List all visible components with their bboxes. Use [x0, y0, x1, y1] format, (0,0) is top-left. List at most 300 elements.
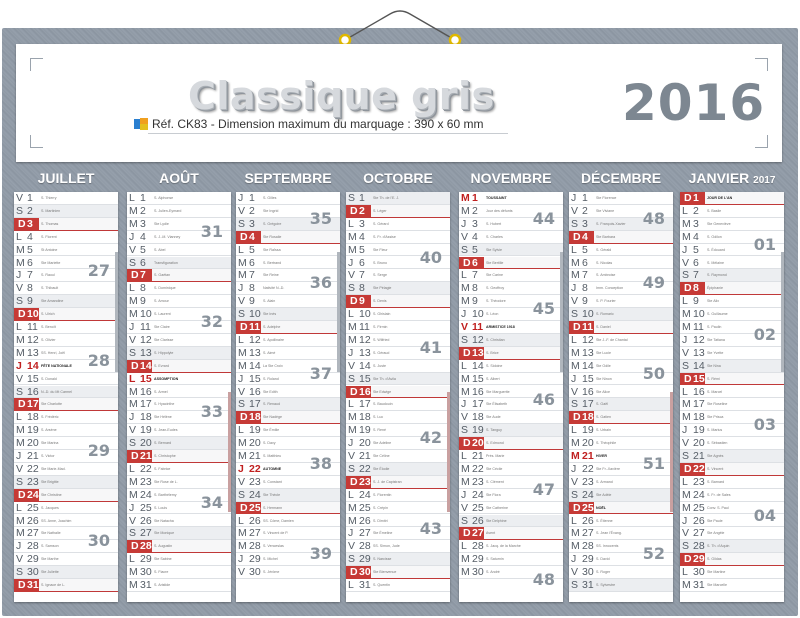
day-number	[682, 334, 704, 347]
saint-name: S. Amour	[154, 299, 169, 304]
day-number	[571, 347, 593, 360]
day-row	[459, 437, 563, 450]
weekday-letter: L	[461, 540, 467, 553]
day-number	[346, 476, 371, 489]
date-number: 15	[693, 372, 705, 385]
month-name: JANVIER	[688, 170, 750, 186]
week-number: 48	[642, 208, 665, 228]
weekday-letter: V	[16, 462, 24, 475]
day-number	[571, 489, 593, 502]
saint-name: S. Fabrice	[154, 466, 171, 471]
date-number: 26	[27, 514, 39, 527]
date-number: 10	[249, 308, 261, 321]
day-row	[346, 321, 450, 334]
date-number: 29	[472, 553, 484, 566]
saint-name: S. Arsène	[41, 428, 57, 433]
weekday-letter: M	[571, 450, 580, 462]
date-number: 11	[140, 321, 151, 333]
day-row	[236, 515, 340, 528]
saint-name: S. Paulin	[707, 325, 722, 329]
date-number: 12	[693, 333, 705, 346]
date-number: 25	[472, 501, 484, 514]
saint-name: ASSOMPTION	[154, 376, 179, 381]
saint-name: S. Dominique	[154, 286, 176, 291]
day-number	[129, 308, 151, 321]
date-number: 22	[582, 462, 594, 475]
day-number	[571, 334, 593, 347]
month-year: 2017	[753, 175, 776, 186]
month-name: JUILLET	[37, 170, 95, 186]
day-number	[16, 411, 38, 424]
date-number: 6	[359, 256, 365, 269]
weekday-letter: V	[461, 501, 469, 514]
day-number	[682, 347, 704, 360]
date-number: 27	[472, 527, 484, 540]
weekday-letter: V	[461, 321, 469, 333]
month-column	[127, 192, 231, 602]
day-row	[569, 192, 673, 205]
date-number: 16	[27, 385, 39, 398]
date-number: 20	[140, 437, 152, 450]
day-row	[14, 502, 118, 515]
saint-name: S. Bertrand	[263, 260, 282, 265]
date-number: 1	[693, 192, 699, 204]
saint-name: Ste Marina	[41, 441, 59, 446]
saint-name: S. Thibault	[41, 286, 59, 291]
day-number	[129, 295, 151, 308]
day-row	[346, 192, 450, 205]
saint-name: S. Olivier	[41, 337, 56, 342]
date-number: 17	[27, 398, 39, 411]
weekday-letter: M	[461, 462, 470, 475]
date-number: 16	[472, 385, 484, 398]
date-number: 1	[140, 192, 146, 204]
day-row	[459, 192, 563, 205]
day-number	[571, 527, 593, 540]
weekday-letter: S	[16, 566, 24, 579]
date-number: 3	[249, 217, 255, 230]
date-number: 24	[27, 488, 39, 501]
saint-name: Ste Émeline	[373, 531, 393, 536]
day-number	[238, 257, 260, 270]
date-number: 2	[27, 204, 33, 217]
date-number: 18	[140, 411, 152, 424]
date-number: 20	[27, 437, 39, 450]
week-number: 50	[642, 363, 665, 383]
day-row	[459, 321, 563, 334]
weekday-letter: L	[16, 411, 22, 424]
date-number: 23	[359, 475, 371, 488]
date-number: 20	[582, 437, 594, 450]
day-number	[682, 321, 704, 334]
weekday-letter: J	[571, 462, 577, 475]
day-row	[680, 386, 784, 399]
weekday-letter: S	[571, 308, 579, 321]
date-number: 16	[249, 385, 261, 398]
day-row	[680, 218, 784, 231]
date-number: 28	[249, 540, 261, 553]
weekday-letter: S	[348, 282, 356, 295]
saint-name: S. Serge	[373, 273, 387, 278]
saint-name: NOËL	[596, 505, 606, 510]
weekday-letter: S	[461, 333, 469, 346]
date-number: 11	[359, 321, 370, 333]
day-row	[236, 566, 340, 579]
month-title	[569, 170, 673, 188]
saint-name: S. Adelphe	[263, 325, 281, 329]
week-number: 37	[309, 363, 332, 383]
date-number: 22	[693, 462, 705, 475]
day-number	[346, 386, 371, 399]
day-number	[129, 553, 151, 566]
day-number	[16, 205, 38, 218]
weekday-letter: S	[238, 488, 246, 501]
day-row	[346, 386, 450, 399]
week-number: 29	[87, 441, 110, 461]
day-row	[346, 205, 450, 218]
saint-name: S. Raymond	[707, 273, 727, 278]
weekday-letter: V	[238, 566, 246, 579]
day-row	[459, 244, 563, 257]
day-row	[236, 347, 340, 360]
saint-name: S. Abel	[154, 247, 166, 252]
day-number	[682, 218, 704, 231]
weekday-letter: L	[238, 514, 244, 527]
day-row	[346, 476, 450, 489]
weekday-letter: M	[16, 256, 25, 269]
day-number	[348, 540, 370, 553]
date-number: 9	[140, 295, 146, 308]
saint-name: Ste Juliette	[41, 570, 59, 575]
day-number	[571, 566, 593, 579]
saint-name: S. Victor	[41, 454, 55, 458]
month-title	[459, 170, 563, 188]
date-number: 29	[249, 553, 261, 566]
weekday-letter: J	[348, 256, 354, 269]
saint-name: Ste Lydie	[154, 221, 169, 226]
day-number	[569, 502, 594, 515]
day-row	[346, 218, 450, 231]
saint-name: S. Armand	[596, 479, 613, 484]
saint-name: S. Daniel	[596, 325, 611, 329]
saint-name: Ste Claire	[154, 325, 170, 329]
day-row	[569, 347, 673, 360]
month-name: NOVEMBRE	[470, 170, 552, 186]
date-number: 3	[582, 217, 588, 230]
week-number: 49	[642, 273, 665, 293]
saint-name: S. Fiacre	[154, 570, 169, 575]
date-number: 29	[693, 553, 705, 566]
side-marker	[560, 252, 563, 372]
date-number: 15	[472, 372, 484, 385]
day-number	[238, 540, 260, 553]
weekday-letter: M	[571, 540, 580, 553]
date-number: 20	[472, 437, 484, 450]
saint-name: S. Thomas	[41, 221, 59, 226]
day-number	[348, 437, 370, 450]
weekday-letter: D	[240, 411, 248, 424]
date-number: 18	[27, 411, 39, 424]
weekday-letter: L	[16, 501, 22, 514]
saint-name: Ste Natacha	[154, 518, 174, 523]
date-number: 19	[140, 424, 152, 437]
weekday-letter: M	[238, 256, 247, 269]
date-number: 12	[472, 333, 484, 346]
saint-name: S. Marius	[707, 428, 723, 433]
week-number: 42	[419, 428, 442, 448]
day-row	[569, 386, 673, 399]
day-row	[127, 579, 231, 592]
date-number: 8	[27, 282, 33, 295]
day-number	[571, 553, 593, 566]
saint-name: S. Florent	[41, 234, 57, 239]
weekday-letter: L	[571, 333, 577, 346]
saint-name: Ste Christine	[41, 492, 62, 497]
side-marker	[670, 392, 673, 512]
day-row	[14, 386, 118, 399]
day-row	[14, 321, 118, 334]
month-name: AOÛT	[159, 170, 199, 186]
date-number: 22	[140, 462, 152, 475]
saint-name: S. Rémi	[707, 376, 720, 381]
day-row	[459, 411, 563, 424]
weekday-letter: V	[348, 540, 356, 553]
date-number: 10	[472, 308, 484, 321]
date-number: 11	[472, 321, 484, 333]
weekday-letter: J	[348, 437, 354, 450]
day-row	[236, 334, 340, 347]
weekday-letter: V	[571, 475, 579, 488]
date-number: 26	[140, 514, 152, 527]
weekday-letter: S	[348, 192, 356, 204]
day-row	[236, 424, 340, 437]
date-number: 9	[27, 295, 33, 308]
date-number: 2	[359, 204, 365, 217]
day-number	[348, 373, 370, 386]
day-number	[682, 540, 704, 553]
day-number	[238, 386, 260, 399]
saint-name: SS. Côme, Damien	[263, 518, 294, 523]
day-number	[16, 386, 38, 399]
day-row	[346, 282, 450, 295]
weekday-letter: L	[129, 372, 136, 385]
saint-name: S. Gaétan	[154, 273, 171, 278]
date-number: 6	[693, 256, 699, 269]
day-row	[236, 231, 340, 244]
day-row	[236, 257, 340, 270]
weekday-letter: L	[238, 243, 244, 256]
weekday-letter: J	[238, 372, 244, 385]
month-title	[127, 170, 231, 188]
saint-name: S. Sylvestre	[596, 583, 616, 587]
month-name: SEPTEMBRE	[244, 170, 332, 186]
date-number: 11	[693, 321, 704, 333]
day-number	[238, 398, 260, 411]
day-row	[680, 295, 784, 308]
saint-name: S. Gilles	[263, 196, 277, 200]
day-row	[127, 566, 231, 579]
day-row	[236, 502, 340, 515]
saint-name: S. Fr. d'Assise	[373, 234, 396, 239]
saint-name: Ste Paule	[707, 518, 723, 523]
saint-name: SS. Innocents	[596, 544, 619, 549]
date-number: 27	[140, 527, 152, 540]
saint-name: Ste Aude	[486, 415, 501, 420]
saint-name: S. Juste	[373, 363, 386, 368]
day-row	[346, 398, 450, 411]
day-number	[571, 463, 593, 476]
saint-name: Prés. Marie	[486, 454, 505, 458]
saint-name: S. Léger	[373, 208, 387, 213]
weekday-letter: L	[348, 398, 354, 411]
day-number	[461, 231, 483, 244]
date-number: 17	[140, 398, 152, 411]
weekday-letter: M	[461, 192, 470, 204]
saint-name: TOUSSAINT	[486, 196, 507, 200]
date-number: 24	[359, 488, 371, 501]
saint-name: S. J. de Capistran	[373, 479, 402, 484]
day-row	[459, 527, 563, 540]
day-row	[569, 231, 673, 244]
saint-name: S. Crépin	[373, 505, 388, 510]
day-number	[682, 244, 704, 257]
day-row	[346, 231, 450, 244]
day-number	[461, 566, 483, 579]
day-number	[682, 295, 704, 308]
day-number	[461, 489, 483, 502]
date-number: 27	[359, 527, 371, 540]
saint-name: S. Gérald	[596, 247, 612, 252]
day-number	[129, 231, 151, 244]
day-row	[569, 527, 673, 540]
day-row	[346, 373, 450, 386]
weekday-letter: J	[348, 346, 354, 359]
date-number: 17	[359, 398, 371, 411]
date-number: 16	[582, 385, 594, 398]
day-row	[459, 450, 563, 463]
weekday-letter: D	[573, 230, 581, 243]
weekday-letter: D	[463, 256, 471, 269]
day-number	[348, 450, 370, 463]
date-number: 14	[249, 359, 261, 372]
weekday-letter: D	[18, 488, 26, 501]
date-number: 16	[140, 385, 152, 398]
weekday-letter: J	[461, 398, 467, 411]
saint-name: Ste Flora	[486, 492, 501, 497]
saint-name: S. Hippolyte	[154, 350, 174, 355]
weekday-letter: D	[350, 204, 358, 217]
day-row	[680, 437, 784, 450]
saint-name: S. David	[596, 557, 610, 562]
date-number: 21	[582, 450, 594, 462]
day-number	[461, 218, 483, 231]
date-number: 7	[359, 269, 365, 282]
date-number: 16	[693, 385, 705, 398]
weekday-letter: L	[571, 514, 577, 527]
date-number: 24	[140, 488, 152, 501]
day-row	[346, 566, 450, 579]
day-number	[571, 192, 593, 205]
saint-name: SS. Anne, Joachim	[41, 518, 72, 523]
date-number: 5	[693, 243, 699, 256]
day-row	[236, 308, 340, 321]
day-number	[348, 269, 370, 282]
day-row	[459, 231, 563, 244]
saint-name: S. Urbain	[596, 428, 611, 433]
date-number: 8	[693, 282, 699, 295]
date-number: 4	[582, 230, 588, 243]
weekday-letter: L	[348, 217, 354, 230]
date-number: 30	[472, 566, 484, 579]
weekday-letter: M	[682, 411, 691, 424]
weekday-letter: S	[682, 540, 690, 553]
date-number: 30	[582, 566, 594, 579]
date-number: 23	[27, 475, 39, 488]
date-number: 15	[249, 372, 261, 385]
day-number	[238, 282, 260, 295]
day-number	[682, 269, 704, 282]
saint-name: Ste Brigitte	[41, 479, 59, 484]
day-row	[459, 502, 563, 515]
saint-name: S. Charles	[486, 234, 503, 239]
day-number	[348, 257, 370, 270]
weekday-letter: J	[238, 553, 244, 566]
day-row	[127, 476, 231, 489]
saint-name: S. Jérôme	[263, 570, 280, 575]
saint-name: S. Vincent de P.	[263, 531, 289, 536]
saint-name: S. Aristide	[154, 583, 171, 587]
day-number	[682, 360, 704, 373]
saint-name: Ste Sylvie	[486, 247, 502, 252]
day-number	[16, 437, 38, 450]
day-number	[16, 321, 38, 334]
date-number: 22	[472, 462, 484, 475]
day-number	[238, 527, 260, 540]
date-number: 28	[472, 540, 484, 553]
date-number: 7	[140, 269, 146, 282]
day-number	[571, 373, 593, 386]
weekday-letter: M	[348, 514, 357, 527]
saint-name: Ste Mariette	[41, 260, 61, 265]
weekday-letter: D	[573, 411, 581, 424]
day-row	[680, 579, 784, 592]
saint-name: S. Ignace de L.	[41, 583, 66, 587]
weekday-letter: M	[682, 230, 691, 243]
day-number	[16, 269, 38, 282]
weekday-letter: M	[348, 243, 357, 256]
day-number	[129, 489, 151, 502]
date-number: 11	[582, 321, 594, 333]
day-number	[14, 308, 39, 321]
weekday-letter: J	[238, 462, 244, 475]
day-number	[16, 373, 38, 386]
day-number	[680, 192, 705, 205]
day-number	[127, 360, 152, 373]
day-number	[238, 489, 260, 502]
weekday-letter: M	[129, 475, 138, 488]
weekday-letter: V	[682, 256, 690, 269]
saint-name: Ste Odile	[596, 363, 611, 368]
weekday-letter: V	[348, 450, 356, 462]
saint-name: S. Clément	[486, 479, 504, 484]
weekday-letter: M	[348, 321, 357, 333]
reference-text: Réf. CK83 - Dimension maximum du marquage : 390 x 60 mm	[152, 117, 484, 131]
saint-name: S. Odilon	[707, 234, 722, 239]
day-row	[14, 205, 118, 218]
date-number: 24	[472, 488, 484, 501]
day-number	[16, 424, 38, 437]
day-number	[129, 347, 151, 360]
